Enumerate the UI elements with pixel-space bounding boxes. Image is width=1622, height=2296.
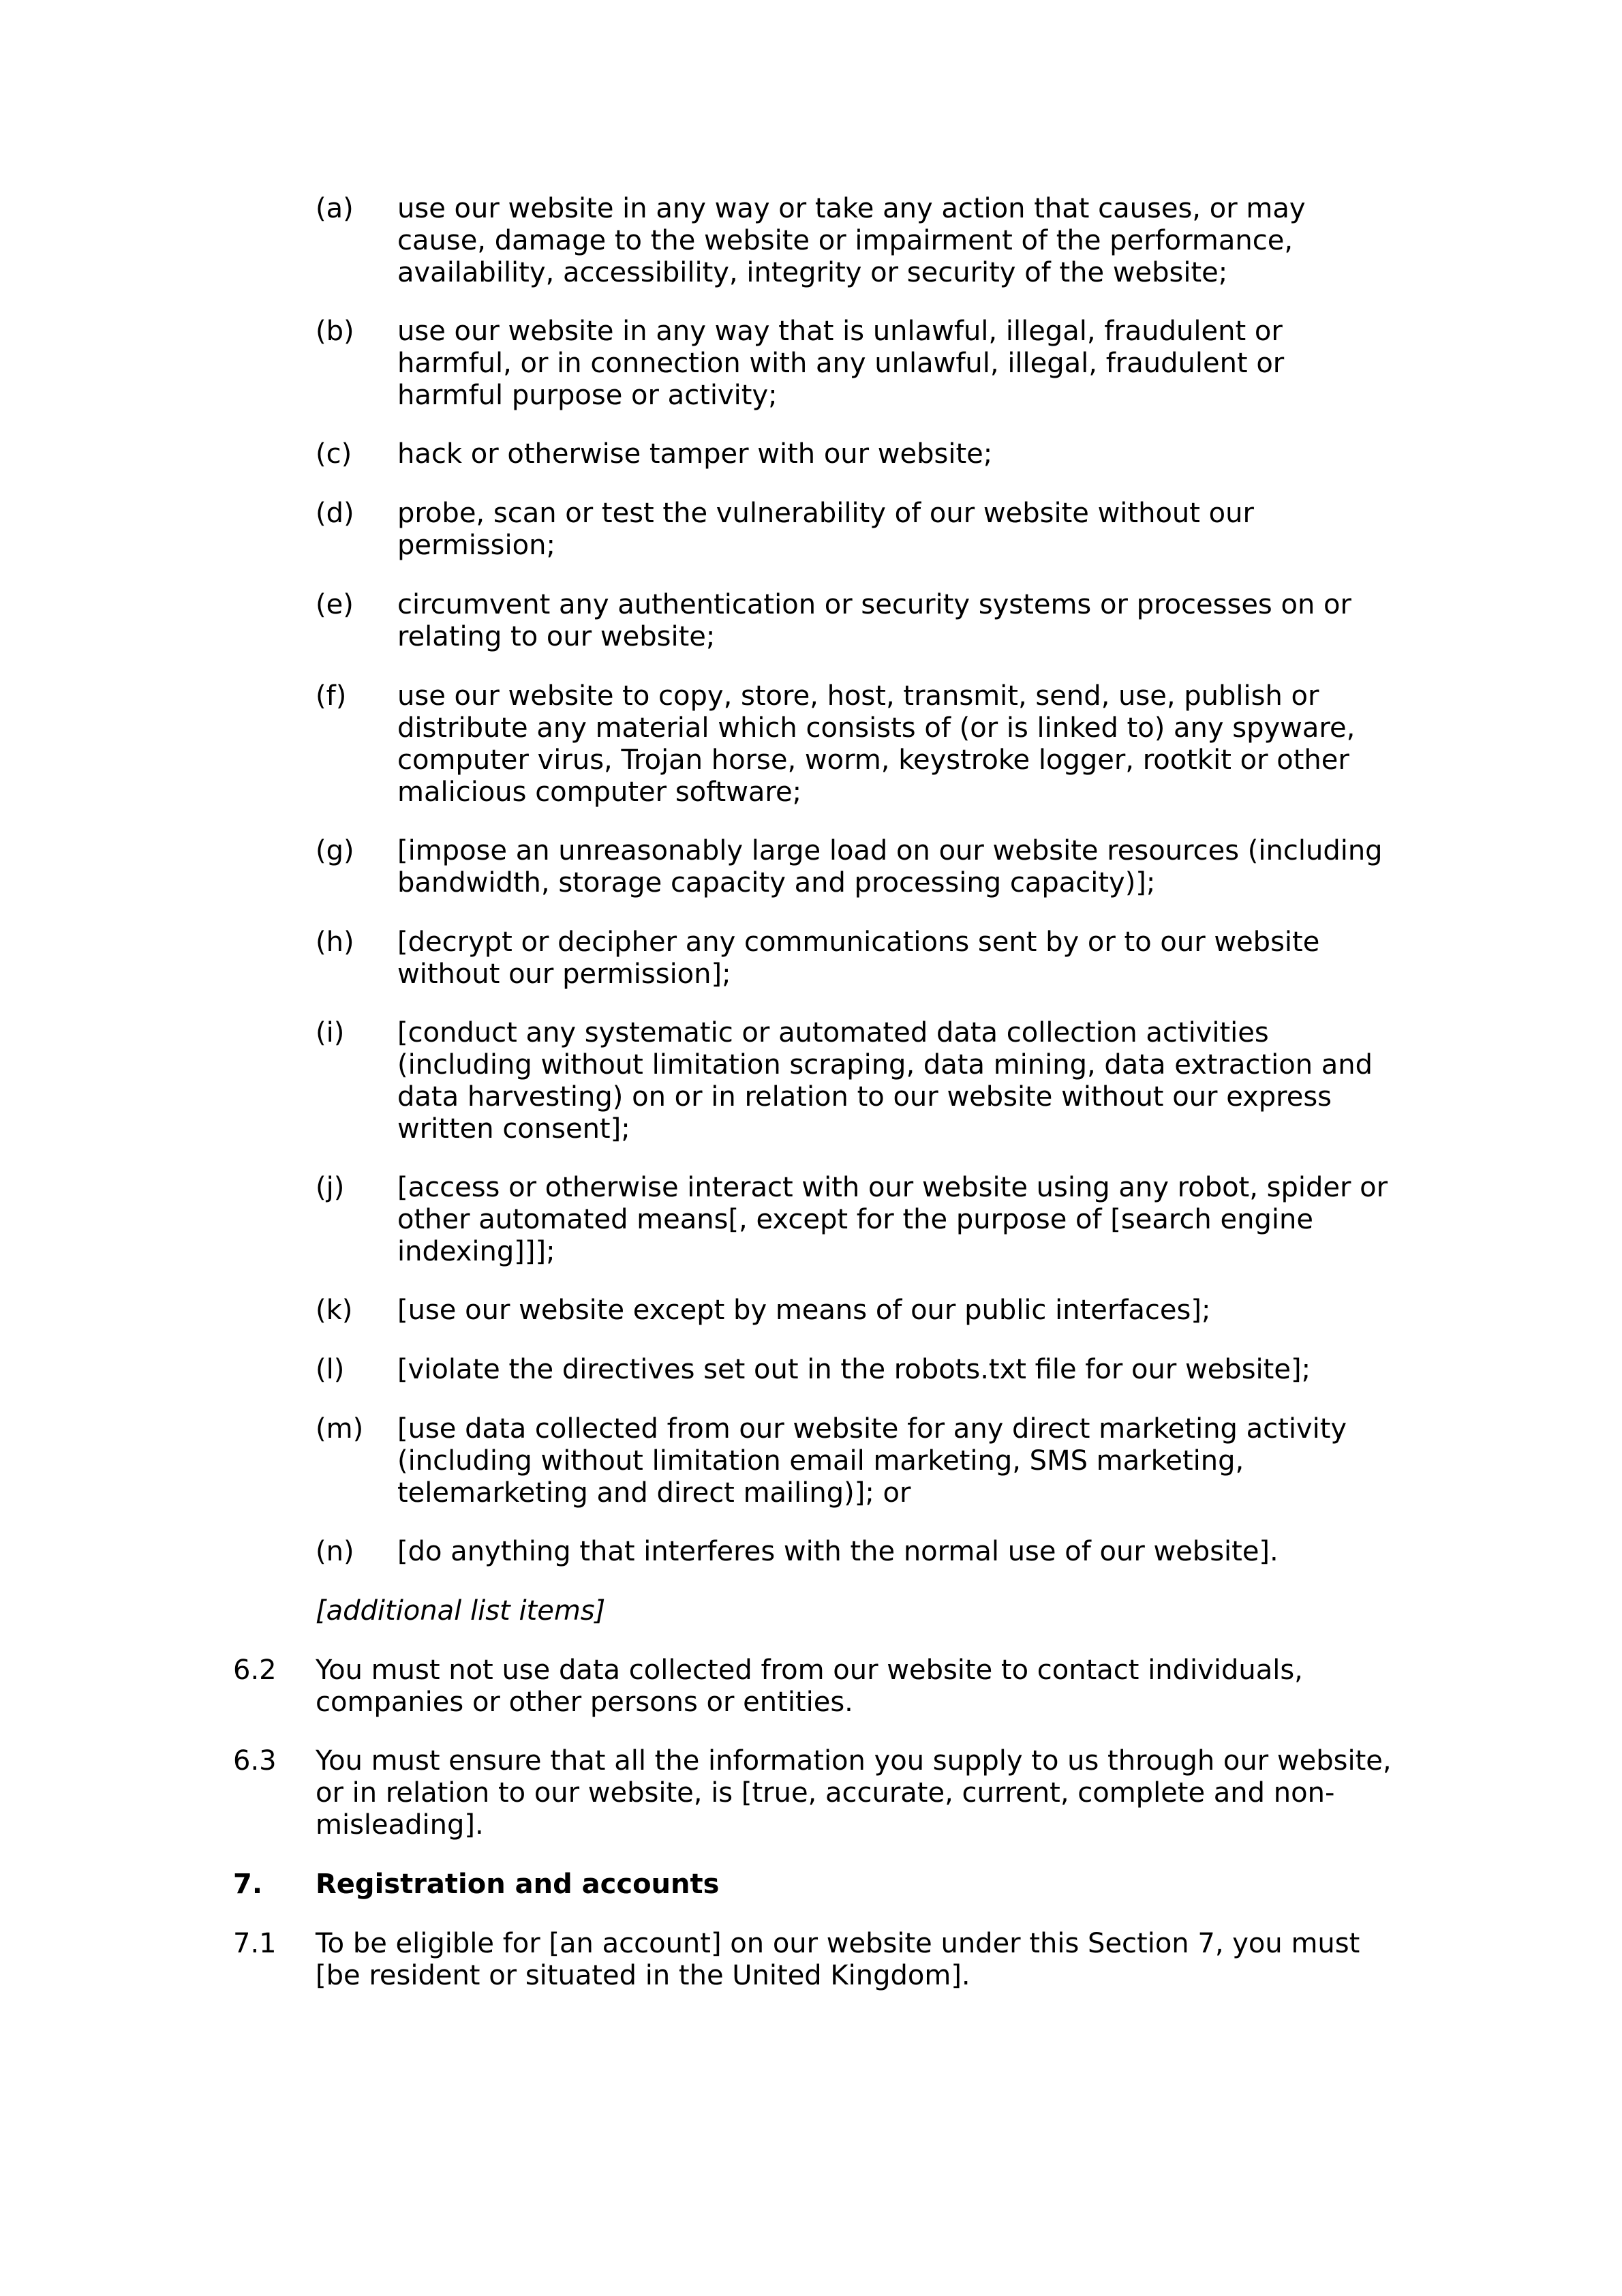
list-item-text: [decrypt or decipher any communications sent by or to our website without our permission];: [397, 926, 1320, 990]
section-title: Registration and accounts: [316, 1869, 720, 1900]
list-item-marker: (h): [316, 926, 354, 958]
list-item-marker: (a): [316, 193, 354, 224]
list-item-text: circumvent any authentication or security systems or processes on or relating to our website;: [397, 589, 1351, 652]
clause-number: 7.1: [233, 1928, 277, 1959]
list-item: [316, 1172, 1406, 1268]
clause-text: You must ensure that all the information you supply to us through our website, or in relation to our website, is [true, accurate, current, complete and non- misleading].: [316, 1745, 1392, 1841]
list-item-text: use our website in any way that is unlawful, illegal, fraudulent or harmful, or in connection with any unlawful, illegal, fraudulent or harmful purpose or activity;: [397, 316, 1285, 411]
list-item-marker: (d): [316, 498, 354, 529]
list-item: [316, 680, 1406, 809]
list-item: [316, 589, 1406, 653]
clause-text: You must not use data collected from our website to contact individuals, companies or other persons or entities.: [316, 1655, 1303, 1718]
list-item: [316, 1295, 1406, 1327]
list-item-text: [access or otherwise interact with our website using any robot, spider or other automated means[, except for the purpose of [search engine indexing]]];: [397, 1172, 1388, 1267]
list-item-marker: (i): [316, 1017, 345, 1048]
list-item-marker: (n): [316, 1536, 354, 1567]
list-item-marker: (l): [316, 1354, 345, 1385]
list-item-marker: (b): [316, 316, 354, 347]
list-item-text: probe, scan or test the vulnerability of our website without our permission;: [397, 498, 1254, 561]
list-item: [316, 498, 1406, 562]
clause-item: [233, 1745, 1406, 1841]
list-item: [316, 316, 1406, 412]
list-item-marker: (j): [316, 1172, 345, 1203]
section-number: 7.: [233, 1869, 263, 1900]
list-item-text: [impose an unreasonably large load on our website resources (including bandwidth, storage capacity and processing capacity)];: [397, 835, 1383, 898]
clause-item: [233, 1655, 1406, 1719]
list-item: [316, 1413, 1406, 1509]
list-item-text: [use data collected from our website for any direct marketing activity (including without limitation email marketing, SMS marketing, telemarketing and direct mailing)]; or: [397, 1413, 1347, 1509]
list-item-text: [conduct any systematic or automated data collection activities (including without limitation scraping, data mining, data extraction and data harvesting) on or in relation to our website without our express written consent];: [397, 1017, 1373, 1145]
list-item-marker: (m): [316, 1413, 364, 1445]
list-item-marker: (f): [316, 680, 347, 712]
list-item-text: use our website in any way or take any action that causes, or may cause, damage to the website or impairment of the performance, availability, accessibility, integrity or security of the website;: [397, 193, 1306, 288]
clause-number: 6.3: [233, 1745, 277, 1777]
list-item: [316, 438, 1406, 470]
list-item: [316, 835, 1406, 899]
list-item-marker: (e): [316, 589, 354, 620]
list-item-text: [do anything that interferes with the normal use of our website].: [397, 1536, 1279, 1567]
list-item: [316, 1354, 1406, 1386]
clause-item: [233, 1928, 1406, 1992]
list-item-marker: (k): [316, 1295, 353, 1326]
additional-items-note: [additional list items]: [316, 1595, 606, 1627]
clause-number: 6.2: [233, 1655, 277, 1686]
list-item: [316, 1536, 1406, 1568]
list-item-text: [use our website except by means of our public interfaces];: [397, 1295, 1211, 1326]
list-item-text: [violate the directives set out in the robots.txt file for our website];: [397, 1354, 1311, 1385]
list-item: [316, 926, 1406, 991]
list-item-marker: (g): [316, 835, 354, 866]
list-item-text: use our website to copy, store, host, transmit, send, use, publish or distribute any material which consists of (or is linked to) any spyware, computer virus, Trojan horse, worm, keystroke logger, rootkit or other malicious computer software;: [397, 680, 1356, 808]
list-item: [316, 1017, 1406, 1145]
list-item-text: hack or otherwise tamper with our website;: [397, 438, 993, 470]
list-item: [316, 193, 1406, 289]
list-item-marker: (c): [316, 438, 352, 470]
section-heading: [233, 1869, 1406, 1901]
clause-text: To be eligible for [an account] on our website under this Section 7, you must [be resident or situated in the United Kingdom].: [316, 1928, 1360, 1991]
